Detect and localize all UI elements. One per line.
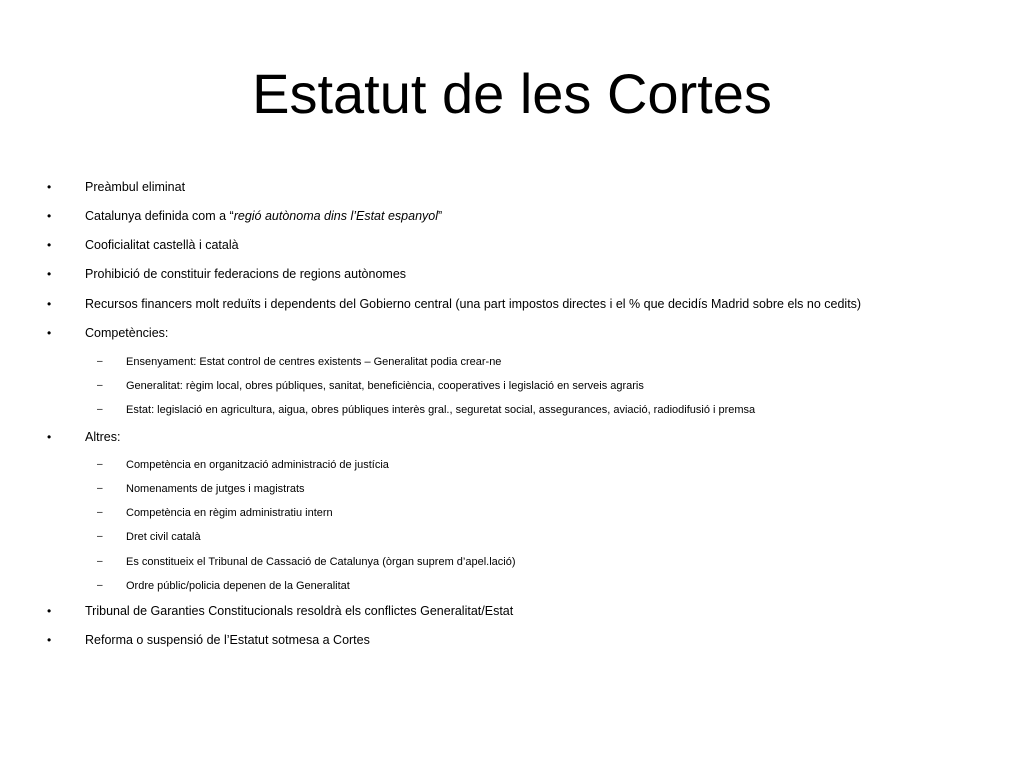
text-segment-italic: regió autònoma dins l’Estat espanyol: [233, 209, 438, 223]
dash-icon: –: [97, 380, 103, 391]
sub-list-item-text: Es constitueix el Tribunal de Cassació de Catalunya (òrgan suprem d’apel.lació): [126, 556, 516, 568]
dash-icon: –: [97, 580, 103, 591]
bullet-icon: •: [47, 633, 52, 647]
bullet-icon: •: [47, 326, 52, 340]
list-item-text: Prohibició de constituir federacions de regions autònomes: [85, 267, 407, 281]
bullet-icon: •: [47, 267, 52, 281]
dash-icon: –: [97, 404, 103, 415]
sub-list-item-text: Competència en organització administració de justícia: [126, 459, 389, 471]
slide-title: Estatut de les Cortes: [252, 62, 772, 125]
sub-list-item-text: Competència en règim administratiu intern: [126, 507, 333, 519]
dash-icon: –: [97, 483, 103, 494]
sub-list-item-text: Generalitat: règim local, obres públiques, sanitat, beneficiència, cooperatives i legislació en serveis agraris: [126, 380, 644, 392]
list-item-text: Cooficialitat castellà i català: [85, 238, 239, 252]
list-item-text: Altres:: [85, 430, 121, 444]
sub-list-item-text: Ensenyament: Estat control de centres existents – Generalitat podia crear-ne: [126, 356, 502, 368]
list-item-text: Preàmbul eliminat: [85, 180, 186, 194]
sub-list-item-text: Ordre públic/policia depenen de la Generalitat: [126, 580, 350, 592]
list-item-text: [85, 208, 442, 224]
list-item-text: Competències:: [85, 326, 169, 340]
list-item-text: Recursos financers molt reduïts i dependents del Gobierno central (una part impostos directes i el % que decidís Madrid sobre els no cedits): [85, 297, 862, 311]
bullet-icon: •: [47, 604, 52, 618]
text-segment: ”: [438, 209, 443, 223]
sub-list-item-text: Estat: legislació en agricultura, aigua, obres públiques interès gral., seguretat social, assegurances, aviació, radiodifusió i premsa: [126, 404, 756, 416]
bullet-icon: •: [47, 297, 52, 311]
dash-icon: –: [97, 531, 103, 542]
list-item-text: Reforma o suspensió de l’Estatut sotmesa a Cortes: [85, 633, 370, 647]
text-segment: Catalunya definida com a “: [85, 209, 234, 223]
dash-icon: –: [97, 556, 103, 567]
sub-list-item-text: Dret civil català: [126, 531, 201, 543]
dash-icon: –: [97, 459, 103, 470]
bullet-icon: •: [47, 180, 52, 194]
bullet-icon: •: [47, 209, 52, 223]
list-item-text: Tribunal de Garanties Constitucionals resoldrà els conflictes Generalitat/Estat: [85, 604, 514, 618]
bullet-icon: •: [47, 238, 52, 252]
dash-icon: –: [97, 356, 103, 367]
bullet-icon: •: [47, 430, 52, 444]
dash-icon: –: [97, 507, 103, 518]
sub-list-item-text: Nomenaments de jutges i magistrats: [126, 483, 305, 495]
